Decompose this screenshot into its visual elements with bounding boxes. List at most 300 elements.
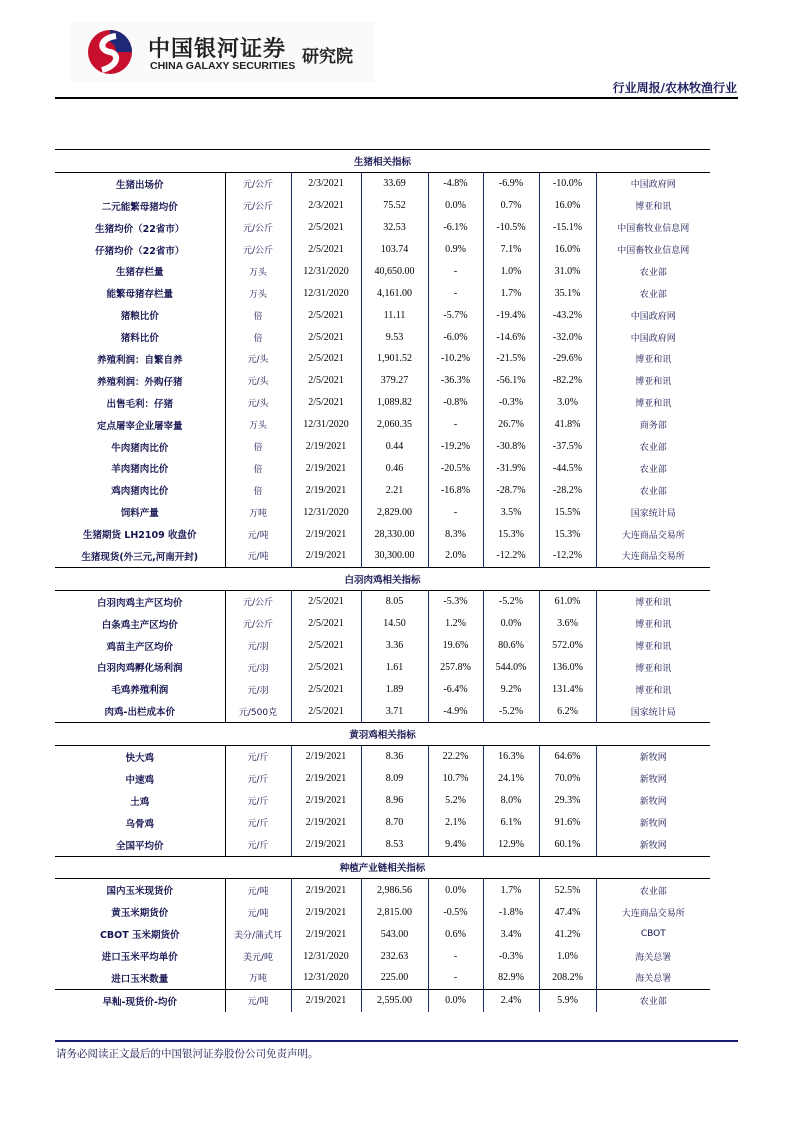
wow-change: -19.2% <box>428 436 483 458</box>
date: 2/19/2021 <box>291 523 361 545</box>
unit: 元/公斤 <box>225 239 291 261</box>
date: 12/31/2020 <box>291 501 361 523</box>
wow-change: 5.2% <box>428 790 483 812</box>
date: 2/5/2021 <box>291 613 361 635</box>
source: 大连商品交易所 <box>621 530 685 541</box>
source: 博亚和讯 <box>635 355 672 366</box>
date: 2/5/2021 <box>291 326 361 348</box>
mom-change: 1.7% <box>483 879 539 901</box>
indicator-name: 进口玉米平均单价 <box>55 945 225 967</box>
section-title: 生猪相关指标 <box>55 150 710 173</box>
value: 379.27 <box>361 370 428 392</box>
indicator-name: 中速鸡 <box>55 768 225 790</box>
source: 农业部 <box>639 886 667 897</box>
date: 2/5/2021 <box>291 700 361 722</box>
date: 2/3/2021 <box>291 195 361 217</box>
yoy-change: 1.0% <box>539 945 596 967</box>
indicator-name: 肉鸡-出栏成本价 <box>55 700 225 722</box>
unit: 元/斤 <box>225 746 291 768</box>
yoy-change: 60.1% <box>539 834 596 856</box>
wow-change: -4.9% <box>428 700 483 722</box>
unit: 元/头 <box>225 370 291 392</box>
indicator-name: 快大鸡 <box>55 746 225 768</box>
table-row <box>55 700 710 722</box>
date: 2/19/2021 <box>291 923 361 945</box>
value: 8.96 <box>361 790 428 812</box>
yoy-change: -28.2% <box>539 479 596 501</box>
section-title: 种植产业链相关指标 <box>55 856 710 879</box>
mom-change: -56.1% <box>483 370 539 392</box>
logo-chinese-name: 中国银河证券 <box>148 37 287 62</box>
unit: 万吨 <box>225 967 291 989</box>
mom-change: -28.7% <box>483 479 539 501</box>
table-row <box>55 348 710 370</box>
table-row <box>55 879 710 901</box>
yoy-change: -12.2% <box>539 545 596 567</box>
value: 2,595.00 <box>361 989 428 1011</box>
date: 2/19/2021 <box>291 436 361 458</box>
indicator-name: 猪料比价 <box>55 326 225 348</box>
date: 2/5/2021 <box>291 239 361 261</box>
section-header <box>55 567 710 590</box>
yoy-change: 16.0% <box>539 195 596 217</box>
value: 33.69 <box>361 172 428 194</box>
unit: 元/斤 <box>225 790 291 812</box>
mom-change: -1.8% <box>483 901 539 923</box>
date: 2/19/2021 <box>291 834 361 856</box>
table-row <box>55 923 710 945</box>
table-row <box>55 172 710 194</box>
unit: 元/公斤 <box>225 195 291 217</box>
date: 2/5/2021 <box>291 678 361 700</box>
value: 1,089.82 <box>361 392 428 414</box>
indicator-name: 进口玉米数量 <box>55 967 225 989</box>
table-row <box>55 304 710 326</box>
table-row <box>55 678 710 700</box>
yoy-change: -10.0% <box>539 172 596 194</box>
source: 新牧网 <box>639 797 667 808</box>
table-row <box>55 768 710 790</box>
value: 232.63 <box>361 945 428 967</box>
table-row <box>55 217 710 239</box>
company-logo <box>70 22 375 82</box>
yoy-change: 41.2% <box>539 923 596 945</box>
wow-change: 257.8% <box>428 656 483 678</box>
wow-change: 0.6% <box>428 923 483 945</box>
wow-change: 19.6% <box>428 635 483 657</box>
wow-change: -6.4% <box>428 678 483 700</box>
value: 32.53 <box>361 217 428 239</box>
unit: 万头 <box>225 260 291 282</box>
source: 新牧网 <box>639 753 667 764</box>
value: 40,650.00 <box>361 260 428 282</box>
wow-change: 0.0% <box>428 879 483 901</box>
yoy-change: -44.5% <box>539 457 596 479</box>
source: 博亚和讯 <box>635 642 672 653</box>
source: CBOT <box>640 929 666 940</box>
indicator-table <box>55 149 710 1012</box>
yoy-change: 64.6% <box>539 746 596 768</box>
mom-change: -5.2% <box>483 590 539 612</box>
value: 543.00 <box>361 923 428 945</box>
wow-change: -6.1% <box>428 217 483 239</box>
table-row <box>55 239 710 261</box>
unit: 万吨 <box>225 501 291 523</box>
mom-change: -30.8% <box>483 436 539 458</box>
section-header <box>55 150 710 173</box>
mom-change: 3.5% <box>483 501 539 523</box>
indicator-name: 仔猪均价（22省市） <box>55 239 225 261</box>
unit: 元/头 <box>225 392 291 414</box>
yoy-change: 5.9% <box>539 989 596 1011</box>
unit: 元/斤 <box>225 768 291 790</box>
source: 新牧网 <box>639 819 667 830</box>
yoy-change: -32.0% <box>539 326 596 348</box>
date: 12/31/2020 <box>291 282 361 304</box>
indicator-name: 饲料产量 <box>55 501 225 523</box>
unit: 元/吨 <box>225 989 291 1011</box>
wow-change: 0.0% <box>428 989 483 1011</box>
yoy-change: 41.8% <box>539 414 596 436</box>
table-row <box>55 812 710 834</box>
source: 中国畜牧业信息网 <box>617 224 690 235</box>
mom-change: 82.9% <box>483 967 539 989</box>
source: 国家统计局 <box>630 707 676 718</box>
mom-change: -6.9% <box>483 172 539 194</box>
yoy-change: 136.0% <box>539 656 596 678</box>
value: 3.36 <box>361 635 428 657</box>
unit: 元/羽 <box>225 678 291 700</box>
wow-change: -5.3% <box>428 590 483 612</box>
date: 2/19/2021 <box>291 545 361 567</box>
date: 2/5/2021 <box>291 304 361 326</box>
wow-change: 9.4% <box>428 834 483 856</box>
value: 4,161.00 <box>361 282 428 304</box>
logo-institute: 研究院 <box>302 47 353 67</box>
wow-change: -0.8% <box>428 392 483 414</box>
value: 103.74 <box>361 239 428 261</box>
indicator-name: 生猪出场价 <box>55 172 225 194</box>
value: 2.21 <box>361 479 428 501</box>
value: 8.09 <box>361 768 428 790</box>
source: 海关总署 <box>635 952 672 963</box>
indicator-name: 鸡肉猪肉比价 <box>55 479 225 501</box>
yoy-change: 91.6% <box>539 812 596 834</box>
value: 9.53 <box>361 326 428 348</box>
yoy-change: 572.0% <box>539 635 596 657</box>
indicator-name: CBOT 玉米期货价 <box>55 923 225 945</box>
unit: 万头 <box>225 414 291 436</box>
unit: 元/500克 <box>225 700 291 722</box>
section-header <box>55 723 710 746</box>
wow-change: 10.7% <box>428 768 483 790</box>
source: 农业部 <box>639 289 667 300</box>
wow-change: -36.3% <box>428 370 483 392</box>
indicator-name: 二元能繁母猪均价 <box>55 195 225 217</box>
yoy-change: 3.6% <box>539 613 596 635</box>
mom-change: -0.3% <box>483 945 539 967</box>
date: 12/31/2020 <box>291 414 361 436</box>
mom-change: 26.7% <box>483 414 539 436</box>
mom-change: 3.4% <box>483 923 539 945</box>
table-row <box>55 901 710 923</box>
yoy-change: 52.5% <box>539 879 596 901</box>
yoy-change: 15.5% <box>539 501 596 523</box>
mom-change: 7.1% <box>483 239 539 261</box>
wow-change: 0.0% <box>428 195 483 217</box>
date: 2/19/2021 <box>291 812 361 834</box>
wow-change: - <box>428 260 483 282</box>
value: 1.89 <box>361 678 428 700</box>
yoy-change: 29.3% <box>539 790 596 812</box>
indicator-name: 乌骨鸡 <box>55 812 225 834</box>
mom-change: -0.3% <box>483 392 539 414</box>
unit: 美分/蒲式耳 <box>225 923 291 945</box>
date: 2/3/2021 <box>291 172 361 194</box>
source: 国家统计局 <box>630 508 676 519</box>
indicator-name: 黄玉米期货价 <box>55 901 225 923</box>
indicator-name: 生猪期货 LH2109 收盘价 <box>55 523 225 545</box>
mom-change: 15.3% <box>483 523 539 545</box>
wow-change: 22.2% <box>428 746 483 768</box>
unit: 美元/吨 <box>225 945 291 967</box>
indicator-name: 生猪现货(外三元,河南开封) <box>55 545 225 567</box>
indicator-name: 早籼-现货价-均价 <box>55 989 225 1011</box>
indicator-name: 猪粮比价 <box>55 304 225 326</box>
value: 0.44 <box>361 436 428 458</box>
table-row <box>55 967 710 989</box>
source: 大连商品交易所 <box>621 908 685 919</box>
table-row <box>55 545 710 567</box>
yoy-change: -29.6% <box>539 348 596 370</box>
source: 农业部 <box>596 989 710 1011</box>
yoy-change: 3.0% <box>539 392 596 414</box>
source: 新牧网 <box>639 841 667 852</box>
source: 中国政府网 <box>630 311 676 322</box>
mom-change: 80.6% <box>483 635 539 657</box>
yoy-change: -82.2% <box>539 370 596 392</box>
value: 8.05 <box>361 590 428 612</box>
wow-change: 8.3% <box>428 523 483 545</box>
unit: 元/羽 <box>225 656 291 678</box>
source: 博亚和讯 <box>635 663 672 674</box>
table-row <box>55 282 710 304</box>
mom-change: -31.9% <box>483 457 539 479</box>
indicator-name: 毛鸡养殖利润 <box>55 678 225 700</box>
unit: 倍 <box>225 326 291 348</box>
table-row <box>55 590 710 612</box>
indicator-name: 白羽肉鸡主产区均价 <box>55 590 225 612</box>
table-row <box>55 834 710 856</box>
source: 博亚和讯 <box>635 202 672 213</box>
date: 2/19/2021 <box>291 746 361 768</box>
wow-change: - <box>428 501 483 523</box>
wow-change: -20.5% <box>428 457 483 479</box>
source: 中国畜牧业信息网 <box>617 246 690 256</box>
wow-change: - <box>428 967 483 989</box>
date: 12/31/2020 <box>291 967 361 989</box>
mom-change: 9.2% <box>483 678 539 700</box>
wow-change: 2.1% <box>428 812 483 834</box>
galaxy-logo-icon <box>86 28 134 76</box>
yoy-change: -43.2% <box>539 304 596 326</box>
unit: 元/斤 <box>225 812 291 834</box>
unit: 倍 <box>225 436 291 458</box>
unit: 元/公斤 <box>225 217 291 239</box>
date: 2/19/2021 <box>291 457 361 479</box>
yoy-change: 70.0% <box>539 768 596 790</box>
indicator-name: 定点屠宰企业屠宰量 <box>55 414 225 436</box>
wow-change: -4.8% <box>428 172 483 194</box>
indicator-name: 鸡苗主产区均价 <box>55 635 225 657</box>
source: 中国政府网 <box>630 180 676 191</box>
source: 中国政府网 <box>630 333 676 344</box>
value: 0.46 <box>361 457 428 479</box>
date: 2/5/2021 <box>291 348 361 370</box>
indicator-name: 白条鸡主产区均价 <box>55 613 225 635</box>
date: 2/5/2021 <box>291 635 361 657</box>
section-title: 黄羽鸡相关指标 <box>55 723 710 746</box>
date: 2/5/2021 <box>291 392 361 414</box>
mom-change: 1.7% <box>483 282 539 304</box>
table-row <box>55 613 710 635</box>
source: 海关总署 <box>635 974 672 985</box>
table-row <box>55 260 710 282</box>
mom-change: 544.0% <box>483 656 539 678</box>
mom-change: 12.9% <box>483 834 539 856</box>
date: 2/19/2021 <box>291 790 361 812</box>
wow-change: 1.2% <box>428 613 483 635</box>
unit: 元/吨 <box>225 523 291 545</box>
value: 11.11 <box>361 304 428 326</box>
disclaimer: 请务必阅读正文最后的中国银河证券股份公司免责声明。 <box>56 1048 319 1060</box>
unit: 元/吨 <box>225 879 291 901</box>
value: 2,829.00 <box>361 501 428 523</box>
mom-change: -12.2% <box>483 545 539 567</box>
unit: 元/羽 <box>225 635 291 657</box>
table-row <box>55 479 710 501</box>
source: 大连商品交易所 <box>621 552 685 563</box>
indicator-name: 生猪存栏量 <box>55 260 225 282</box>
value: 8.36 <box>361 746 428 768</box>
table-row <box>55 656 710 678</box>
wow-change: -16.8% <box>428 479 483 501</box>
unit: 倍 <box>225 457 291 479</box>
value: 28,330.00 <box>361 523 428 545</box>
wow-change: 2.0% <box>428 545 483 567</box>
table-row <box>55 414 710 436</box>
mom-change: -21.5% <box>483 348 539 370</box>
yoy-change: 61.0% <box>539 590 596 612</box>
wow-change: - <box>428 945 483 967</box>
date: 2/19/2021 <box>291 989 361 1011</box>
wow-change: -0.5% <box>428 901 483 923</box>
footer-divider <box>55 1040 738 1042</box>
unit: 元/吨 <box>225 901 291 923</box>
mom-change: 1.0% <box>483 260 539 282</box>
source: 博亚和讯 <box>635 685 672 696</box>
indicator-name: 生猪均价（22省市） <box>55 217 225 239</box>
unit: 万头 <box>225 282 291 304</box>
yoy-change: 208.2% <box>539 967 596 989</box>
wow-change: - <box>428 282 483 304</box>
value: 8.53 <box>361 834 428 856</box>
value: 14.50 <box>361 613 428 635</box>
source: 博亚和讯 <box>635 620 672 631</box>
date: 2/5/2021 <box>291 590 361 612</box>
value: 2,060.35 <box>361 414 428 436</box>
date: 12/31/2020 <box>291 945 361 967</box>
source: 农业部 <box>639 486 667 497</box>
mom-change: -10.5% <box>483 217 539 239</box>
wow-change: 0.9% <box>428 239 483 261</box>
table-row <box>55 945 710 967</box>
report-type: 行业周报/农林牧渔行业 <box>612 81 737 95</box>
indicator-name: 羊肉猪肉比价 <box>55 457 225 479</box>
yoy-change: 16.0% <box>539 239 596 261</box>
date: 2/19/2021 <box>291 768 361 790</box>
unit: 元/公斤 <box>225 590 291 612</box>
table-row <box>55 746 710 768</box>
mom-change: -19.4% <box>483 304 539 326</box>
table-row <box>55 195 710 217</box>
yoy-change: -37.5% <box>539 436 596 458</box>
table-row <box>55 635 710 657</box>
wow-change: -5.7% <box>428 304 483 326</box>
mom-change: 0.0% <box>483 613 539 635</box>
value: 30,300.00 <box>361 545 428 567</box>
mom-change: 24.1% <box>483 768 539 790</box>
mom-change: 16.3% <box>483 746 539 768</box>
date: 2/5/2021 <box>291 656 361 678</box>
date: 12/31/2020 <box>291 260 361 282</box>
table-row <box>55 326 710 348</box>
unit: 元/吨 <box>225 545 291 567</box>
value: 75.52 <box>361 195 428 217</box>
unit: 元/斤 <box>225 834 291 856</box>
date: 2/19/2021 <box>291 879 361 901</box>
mom-change: 6.1% <box>483 812 539 834</box>
yoy-change: 15.3% <box>539 523 596 545</box>
indicator-name: 土鸡 <box>55 790 225 812</box>
value: 3.71 <box>361 700 428 722</box>
table-row <box>55 523 710 545</box>
table-row <box>55 790 710 812</box>
value: 1,901.52 <box>361 348 428 370</box>
indicator-name: 白羽肉鸡孵化场利润 <box>55 656 225 678</box>
indicator-name: 养殖利润：自繁自养 <box>55 348 225 370</box>
table-row <box>55 457 710 479</box>
source: 农业部 <box>639 464 667 475</box>
source: 新牧网 <box>639 775 667 786</box>
date: 2/19/2021 <box>291 901 361 923</box>
indicator-name: 牛肉猪肉比价 <box>55 436 225 458</box>
unit: 元/公斤 <box>225 613 291 635</box>
value: 8.70 <box>361 812 428 834</box>
indicator-name: 全国平均价 <box>55 834 225 856</box>
mom-change: 0.7% <box>483 195 539 217</box>
table-row <box>55 989 710 1011</box>
yoy-change: 35.1% <box>539 282 596 304</box>
unit: 元/公斤 <box>225 172 291 194</box>
indicator-name: 养殖利润：外购仔猪 <box>55 370 225 392</box>
table-row <box>55 436 710 458</box>
wow-change: - <box>428 414 483 436</box>
source: 博亚和讯 <box>635 598 672 609</box>
source: 农业部 <box>639 443 667 454</box>
mom-change: -14.6% <box>483 326 539 348</box>
yoy-change: -15.1% <box>539 217 596 239</box>
